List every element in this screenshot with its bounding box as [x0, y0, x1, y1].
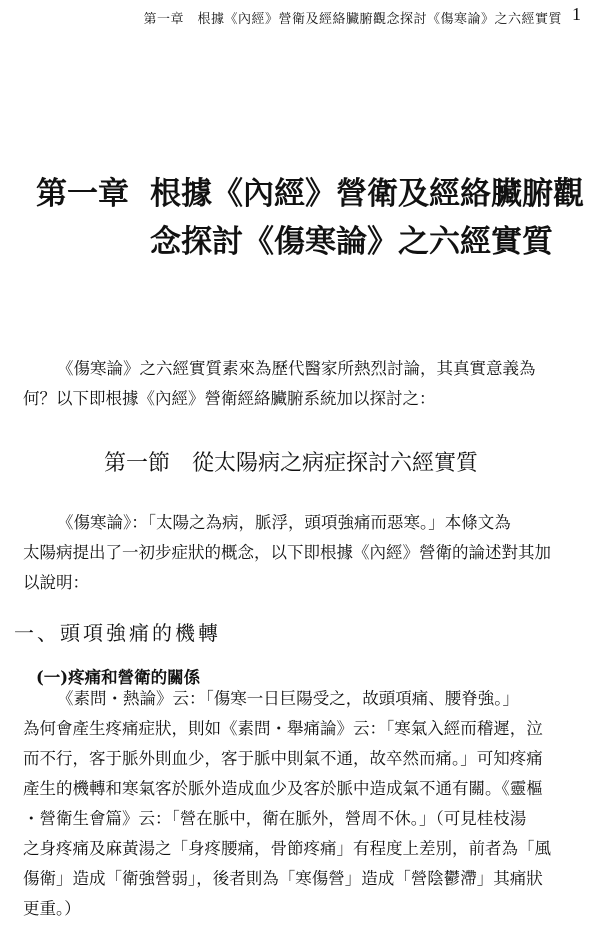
running-header: 第一章 根據《內經》營衛及經絡臟腑觀念探討《傷寒論》之六經實質 — [143, 12, 562, 27]
paragraph-line: 何？以下即根據《內經》營衛經絡臟腑系統加以探討之： — [23, 389, 436, 408]
paragraph-line: 太陽病提出了一初步症狀的概念，以下即根據《內經》營衛的論述對其加 — [23, 543, 551, 562]
paragraph-line: 之身疼痛及麻黃湯之「身疼腰痛，骨節疼痛」有程度上差別，前者為「風 — [23, 839, 551, 858]
chapter-title-line-2: 念探討《傷寒論》之六經實質 — [150, 224, 553, 260]
paragraph-line: 產生的機轉和寒氣客於脈外造成血少及客於脈中造成氣不通有關。《靈樞 — [23, 779, 543, 798]
chapter-label: 第一章 — [36, 176, 129, 212]
intro-paragraph — [23, 354, 585, 414]
paragraph-line: 更重。） — [23, 899, 81, 918]
subsubsection-heading: (一)疼痛和營衛的關係 — [36, 668, 201, 687]
paragraph-line: 傷衛」造成「衛強營弱」，後者則為「寒傷營」造成「營陰鬱滯」其痛狀 — [23, 869, 543, 888]
body-paragraph — [23, 684, 585, 924]
paragraph-line: 《傷寒論》：「太陽之為病，脈浮，頭項強痛而惡寒。」本條文為 — [57, 513, 511, 532]
paragraph-line: 《素問・熱論》云：「傷寒一日巨陽受之，故頭項痛、腰脊強。」 — [57, 689, 519, 708]
page-number: 1 — [572, 4, 581, 24]
paragraph-line: 以說明： — [23, 573, 89, 592]
paragraph-line: 為何會產生疼痛症狀，則如《素問・舉痛論》云：「寒氣入經而稽遲，泣 — [23, 719, 543, 738]
subsection-heading: 一、頭項強痛的機轉 — [14, 621, 221, 645]
paragraph-line: ・營衛生會篇》云：「營在脈中，衛在脈外，營周不休。」（可見桂枝湯 — [23, 809, 527, 828]
section-heading: 第一節 從太陽病之病症探討六經實質 — [104, 451, 479, 476]
section-paragraph — [23, 508, 585, 598]
paragraph-line: 《傷寒論》之六經實質素來為歷代醫家所熱烈討論，其真實意義為 — [57, 359, 536, 378]
paragraph-line: 而不行，客于脈外則血少，客于脈中則氣不通，故卒然而痛。」可知疼痛 — [23, 749, 543, 768]
chapter-title-line-1: 根據《內經》營衛及經絡臟腑觀 — [150, 176, 584, 212]
